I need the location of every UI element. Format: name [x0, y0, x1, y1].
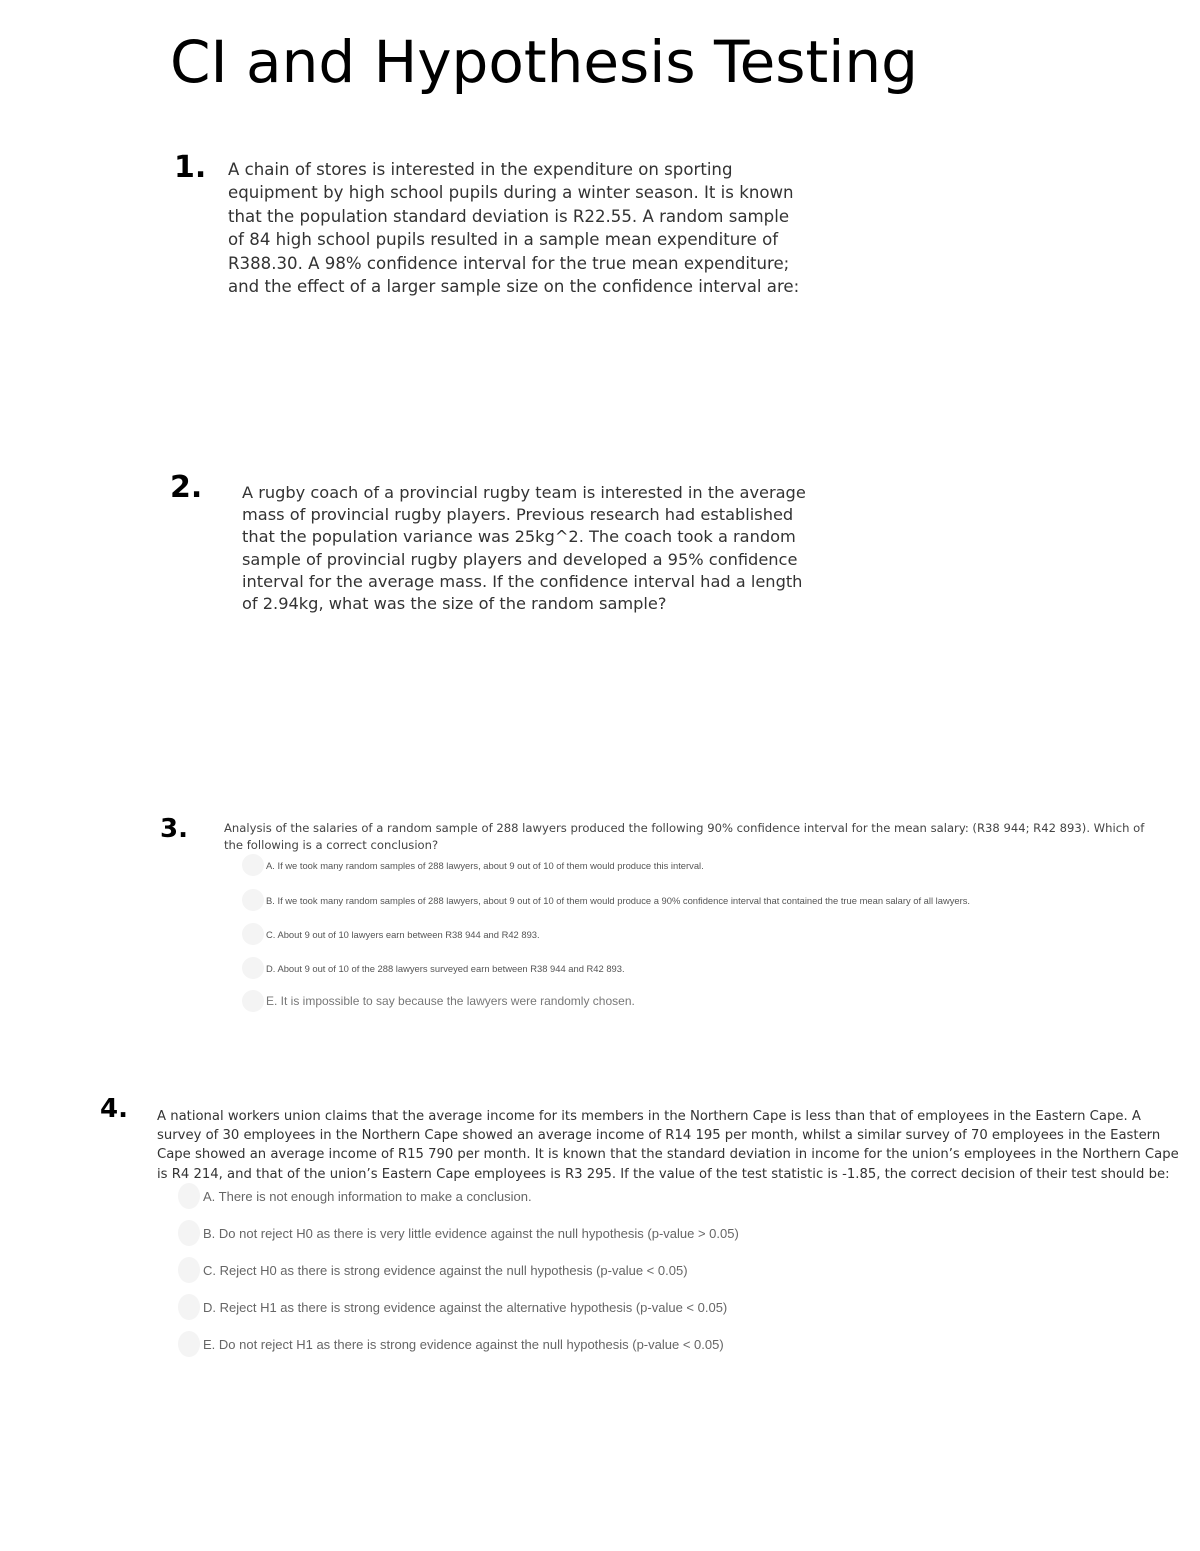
option-label: B. If we took many random samples of 288 lawyers, about 9 out of 10 of them would produce a 90% confidence interval that contained the true mean salary of all lawyers.: [266, 894, 971, 906]
option-label: E. It is impossible to say because the lawyers were randomly chosen.: [266, 994, 635, 1008]
answer-option[interactable]: [178, 1331, 724, 1357]
option-label: D. Reject H1 as there is strong evidence against the alternative hypothesis (p-value < 0.05): [203, 1299, 728, 1315]
radio-button[interactable]: [242, 923, 264, 945]
question-number: 4.: [100, 1094, 128, 1124]
radio-button[interactable]: [178, 1331, 200, 1357]
answer-option[interactable]: [178, 1183, 532, 1209]
answer-options: [242, 852, 1142, 1022]
radio-button[interactable]: [242, 889, 264, 911]
answer-option[interactable]: [178, 1257, 688, 1283]
option-label: A. There is not enough information to make a conclusion.: [203, 1188, 532, 1204]
question-text: A rugby coach of a provincial rugby team is interested in the average mass of provincial rugby players. Previous research had established that the population variance was 25kg^2. The coach took a random sample of provincial rugby players and developed a 95% confidence interval for the average mass. If the confidence interval had a length of 2.94kg, what was the size of the random sample?: [242, 483, 806, 614]
question-number: 3.: [160, 814, 188, 844]
radio-button[interactable]: [178, 1257, 200, 1283]
radio-button[interactable]: [178, 1220, 200, 1246]
radio-button[interactable]: [178, 1183, 200, 1209]
option-label: C. About 9 out of 10 lawyers earn between R38 944 and R42 893.: [266, 928, 540, 940]
answer-option[interactable]: [242, 923, 540, 945]
radio-button[interactable]: [178, 1294, 200, 1320]
question-text: A national workers union claims that the average income for its members in the Northern Cape is less than that of employees in the Eastern Cape. A survey of 30 employees in the Northern Cape showed an average income of R14 195 per month, whilst a similar survey of 70 employees in the Eastern Cape showed an average income of R15 790 per month. It is known that the standard deviation in income for the union’s employees in the Northern Cape is R4 214, and that of the union’s Eastern Cape employees is R3 295. If the value of the test statistic is -1.85, the correct decision of their test should be:: [157, 1109, 1179, 1182]
answer-option[interactable]: [178, 1294, 727, 1320]
radio-button[interactable]: [242, 854, 264, 876]
page-title: CI and Hypothesis Testing: [170, 28, 918, 96]
option-label: C. Reject H0 as there is strong evidence against the null hypothesis (p-value < 0.05): [203, 1262, 688, 1278]
answer-option[interactable]: [242, 854, 704, 876]
answer-option[interactable]: [242, 990, 635, 1012]
option-label: B. Do not reject H0 as there is very little evidence against the null hypothesis (p-value > 0.05): [203, 1225, 739, 1241]
answer-option[interactable]: [178, 1220, 739, 1246]
option-label: D. About 9 out of 10 of the 288 lawyers surveyed earn between R38 944 and R42 893.: [266, 962, 625, 974]
option-label: E. Do not reject H1 as there is strong evidence against the null hypothesis (p-value < 0.05): [203, 1336, 724, 1352]
question-text: A chain of stores is interested in the expenditure on sporting equipment by high school pupils during a winter season. It is known that the population standard deviation is R22.55. A random sample of 84 high school pupils resulted in a sample mean expenditure of R388.30. A 98% confidence interval for the true mean expenditure; and the effect of a larger sample size on the confidence interval are:: [228, 160, 800, 297]
question-number: 1.: [174, 150, 207, 185]
radio-button[interactable]: [242, 990, 264, 1012]
radio-button[interactable]: [242, 957, 264, 979]
answer-option[interactable]: [242, 889, 970, 911]
answer-option[interactable]: [242, 957, 625, 979]
question-number: 2.: [170, 470, 203, 505]
question-text: Analysis of the salaries of a random sample of 288 lawyers produced the following 90% confidence interval for the mean salary: (R38 944; R42 893). Which of the following is a correct conclusion?: [224, 821, 1145, 852]
option-label: A. If we took many random samples of 288 lawyers, about 9 out of 10 of them would produce this interval.: [266, 859, 704, 871]
answer-options: [178, 1183, 878, 1363]
